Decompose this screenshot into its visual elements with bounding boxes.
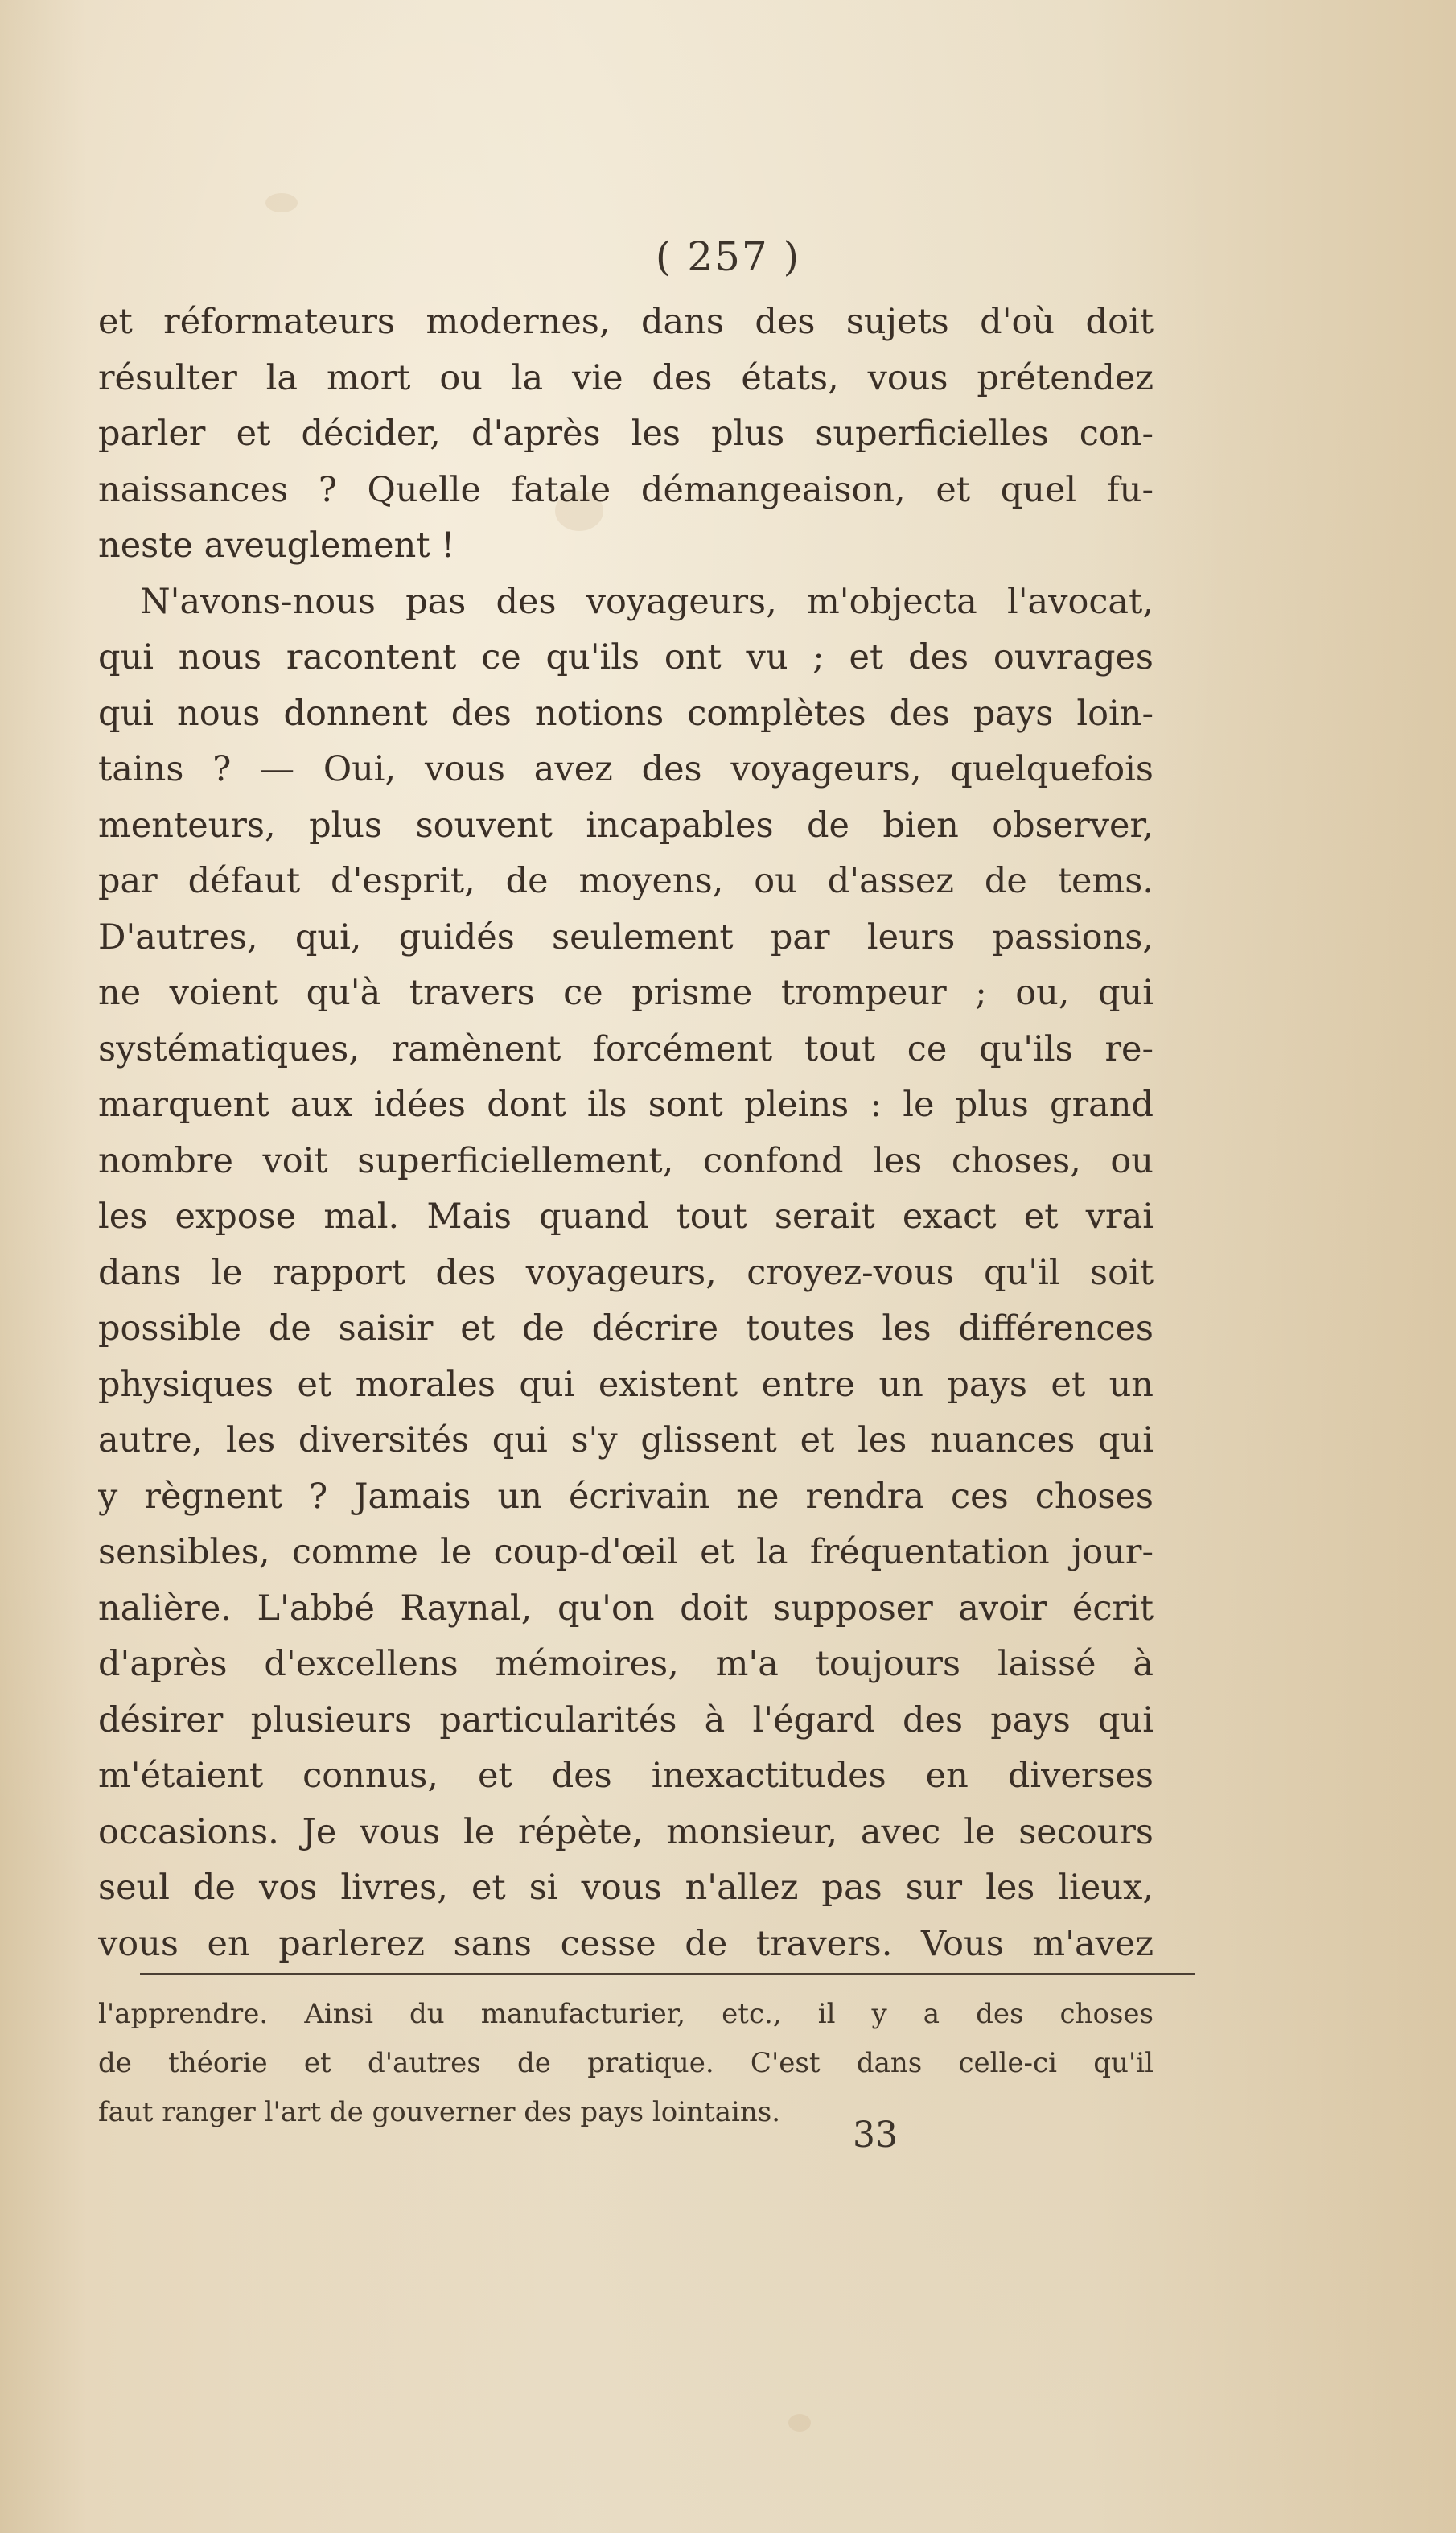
- text-line: autre, les diversités qui s'y glissent et les nuances qui: [98, 1420, 1154, 1460]
- body-text: [98, 294, 1154, 1972]
- text-line: dans le rapport des voyageurs, croyez-vous qu'il soit: [98, 1252, 1154, 1293]
- text-line: et réformateurs modernes, dans des sujets d'où doit: [98, 302, 1154, 342]
- text-line: physiques et morales qui existent entre un pays et un: [98, 1364, 1154, 1405]
- text-line: par défaut d'esprit, de moyens, ou d'assez de tems.: [98, 861, 1154, 901]
- text-line: possible de saisir et de décrire toutes les différences: [98, 1308, 1154, 1349]
- text-line: neste aveuglement !: [98, 525, 455, 566]
- text-line: y règnent ? Jamais un écrivain ne rendra ces choses: [98, 1476, 1154, 1517]
- text-line: ne voient qu'à travers ce prisme trompeur ; ou, qui: [98, 973, 1154, 1013]
- paper-stain: [265, 193, 298, 212]
- text-line: marquent aux idées dont ils sont pleins : le plus grand: [98, 1085, 1154, 1125]
- footnote-line: faut ranger l'art de gouverner des pays lointains.: [98, 2096, 781, 2128]
- text-line: qui nous donnent des notions complètes des pays loin-: [98, 693, 1154, 734]
- text-line: N'avons-nous pas des voyageurs, m'objecta l'avocat,: [140, 581, 1154, 622]
- text-line: m'étaient connus, et des inexactitudes en diverses: [98, 1756, 1154, 1796]
- footnote-line: l'apprendre. Ainsi du manufacturier, etc., il y a des choses: [98, 1998, 1154, 2030]
- text-line: naissances ? Quelle fatale démangeaison, et quel fu-: [98, 469, 1154, 510]
- footnote: [98, 1990, 1154, 2137]
- page-header: ( 257 ): [655, 233, 801, 280]
- text-line: D'autres, qui, guidés seulement par leurs passions,: [98, 916, 1154, 958]
- text-line: nombre voit superficiellement, confond les choses, ou: [98, 1140, 1154, 1181]
- text-line: parler et décider, d'après les plus superficielles con-: [98, 414, 1154, 454]
- text-line: tains ? — Oui, vous avez des voyageurs, quelquefois: [98, 749, 1154, 789]
- text-line: sensibles, comme le coup-d'œil et la fréquentation jour-: [98, 1532, 1154, 1572]
- text-line: désirer plusieurs particularités à l'égard des pays qui: [98, 1699, 1154, 1740]
- text-line: les expose mal. Mais quand tout serait exact et vrai: [98, 1196, 1154, 1237]
- text-line: occasions. Je vous le répète, monsieur, avec le secours: [98, 1811, 1154, 1852]
- footnote-rule: [140, 1973, 1195, 1975]
- text-line: seul de vos livres, et si vous n'allez pas sur les lieux,: [98, 1868, 1154, 1908]
- paper-stain: [788, 2414, 811, 2432]
- text-line: menteurs, plus souvent incapables de bien observer,: [98, 805, 1154, 846]
- text-line: d'après d'excellens mémoires, m'a toujours laissé à: [98, 1644, 1154, 1684]
- signature-mark: 33: [853, 2115, 898, 2156]
- text-line: vous en parlerez sans cesse de travers. Vous m'avez: [98, 1923, 1154, 1964]
- text-line: systématiques, ramènent forcément tout ce qu'ils re-: [98, 1028, 1154, 1069]
- text-line: résulter la mort ou la vie des états, vous prétendez: [98, 357, 1154, 398]
- text-line: nalière. L'abbé Raynal, qu'on doit supposer avoir écrit: [98, 1588, 1154, 1629]
- footnote-line: de théorie et d'autres de pratique. C'est dans celle-ci qu'il: [98, 2047, 1154, 2079]
- text-line: qui nous racontent ce qu'ils ont vu ; et des ouvrages: [98, 637, 1154, 678]
